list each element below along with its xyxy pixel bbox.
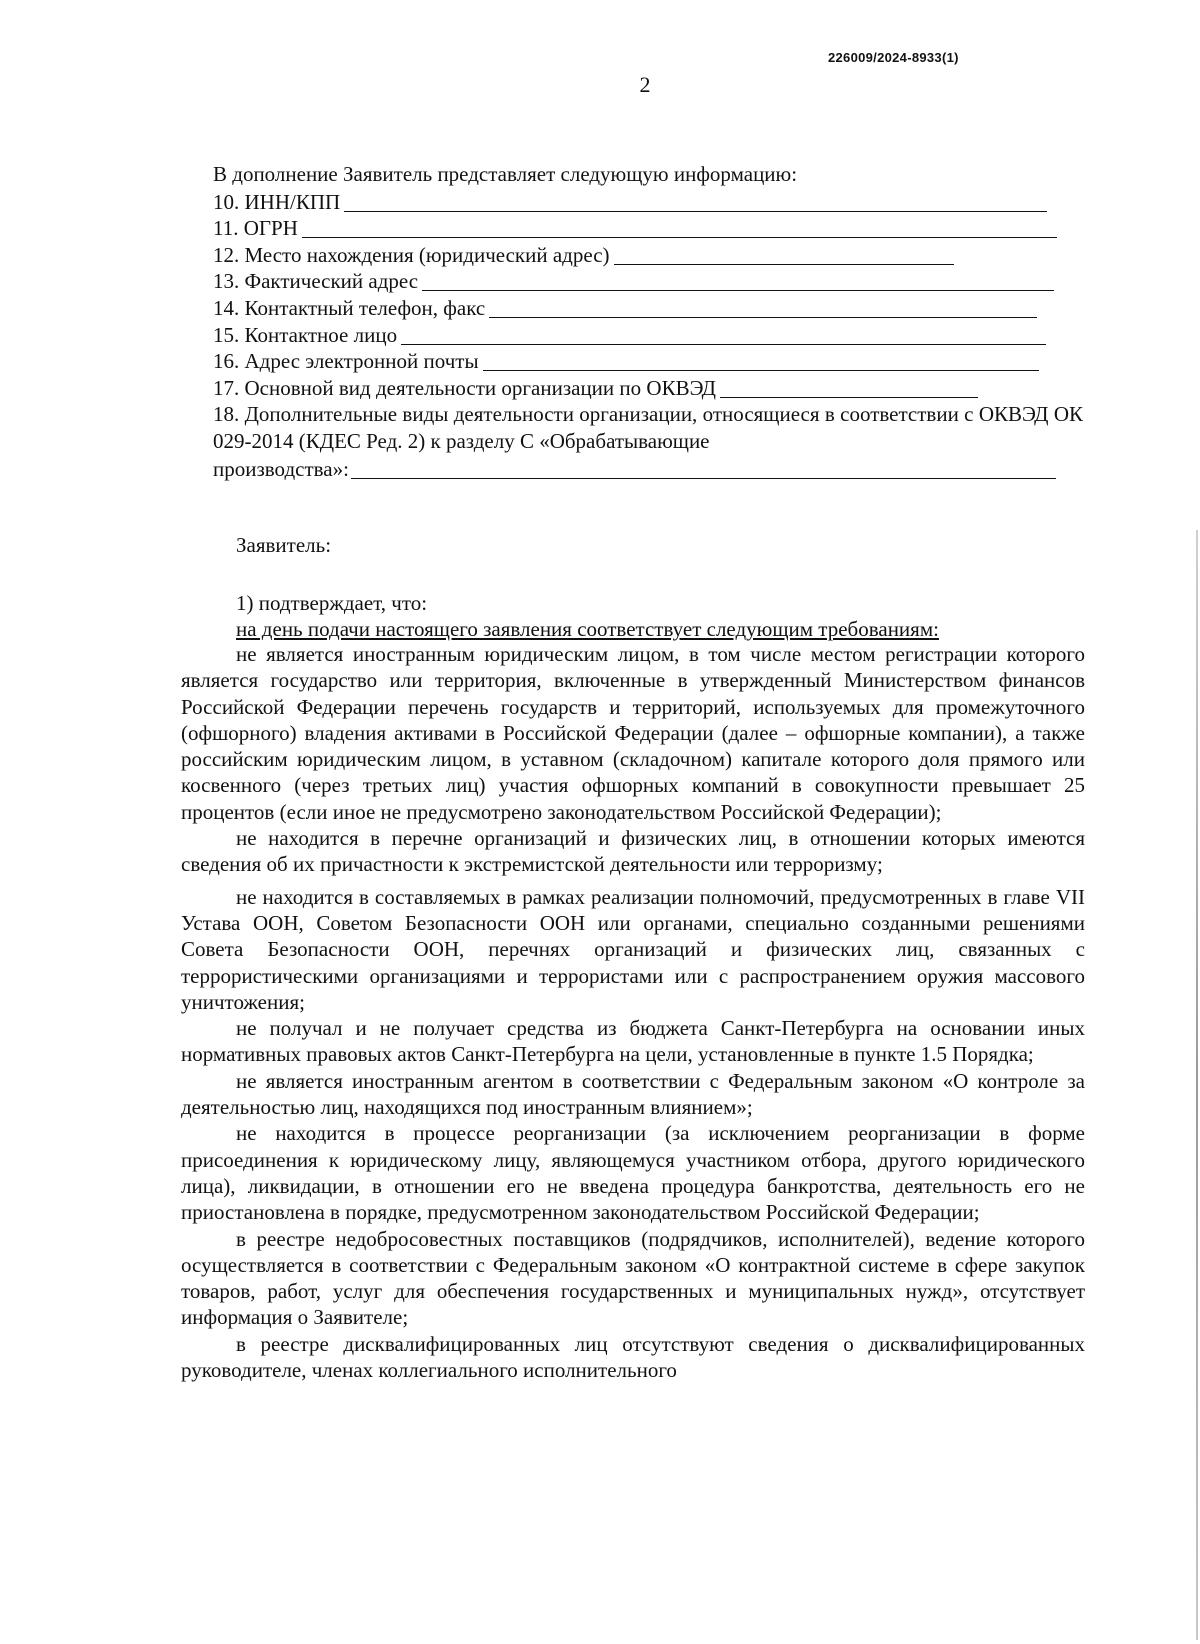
requirements-heading: на день подачи настоящего заявления соответствует следующим требованиям: xyxy=(236,617,939,641)
field-label: 12. Место нахождения (юридический адрес) xyxy=(213,242,610,267)
field-legal-address xyxy=(213,241,1083,268)
requirement-paragraph: не находится в перечне организаций и физических лиц, в отношении которых имеются сведения об их причастности к экстремистской деятельности или терроризму; xyxy=(181,826,1085,877)
field-okved-additional xyxy=(213,455,1083,482)
field-okved-additional-text: 18. Дополнительные виды деятельности организации, относящиеся в соответствии с ОКВЭД ОК 029-2014 (КДЕС Ред. 2) к разделу С «Обрабатывающие xyxy=(213,401,1083,453)
document-number: 226009/2024-8933(1) xyxy=(828,50,959,65)
field-label: 14. Контактный телефон, факс xyxy=(213,295,486,320)
fill-in-line[interactable] xyxy=(422,270,1054,291)
additional-info-intro: В дополнение Заявитель представляет следующую информацию: xyxy=(213,162,798,186)
field-phone-fax xyxy=(213,294,1083,321)
field-label: 16. Адрес электронной почты xyxy=(213,349,479,374)
field-ogrn xyxy=(213,215,1083,242)
requirement-paragraph: не является иностранным юридическим лицом, в том числе местом регистрации которого является государство или территория, включенные в утвержденный Министерством финансов Российской Федерации перечень государств и территорий, используемых для промежуточного (офшорного) владения активами в Российской Федерации (далее – офшорные компании), а также российским юридическим лицом, в уставном (складочном) капитале которого доля прямого или косвенного (через третьих лиц) участия офшорных компаний в совокупности превышает 25 процентов (если иное не предусмотрено законодательством Российской Федерации); xyxy=(181,642,1085,824)
requirements-list xyxy=(181,641,1085,1383)
field-label: 11. ОГРН xyxy=(213,216,298,241)
requirement-paragraph: не является иностранным агентом в соответствии с Федеральным законом «О контроле за деятельностью лиц, находящихся под иностранным влиянием»; xyxy=(181,1068,1085,1120)
field-label: 17. Основной вид деятельности организации по ОКВЭД xyxy=(213,375,717,400)
requirement-paragraph: не получал и не получает средства из бюджета Санкт-Петербурга на основании иных нормативных правовых актов Санкт-Петербурга на цели, установленные в пункте 1.5 Порядка; xyxy=(181,1016,1085,1067)
fill-in-line[interactable] xyxy=(483,350,1039,371)
field-label: 15. Контактное лицо xyxy=(213,322,398,347)
field-label: 13. Фактический адрес xyxy=(213,269,419,294)
field-contact-person xyxy=(213,321,1083,348)
field-inn-kpp xyxy=(213,188,1083,215)
additional-info-section xyxy=(213,160,1083,482)
field-actual-address xyxy=(213,268,1083,295)
requirement-paragraph: не находится в процессе реорганизации (за исключением реорганизации в форме присоединения к юридическому лицу, являющемуся участником отбора, другого юридического лица), ликвидации, в отношении его не введена процедура банкротства, деятельность его не приостановлена в порядке, предусмотренном законодательством Российской Федерации; xyxy=(181,1121,1085,1225)
fill-in-line[interactable] xyxy=(720,377,978,398)
scan-edge-artifact xyxy=(1196,530,1198,1640)
confirms-clause: 1) подтверждает, что: xyxy=(236,591,428,615)
applicant-heading: Заявитель: xyxy=(236,533,332,557)
fill-in-line[interactable] xyxy=(344,191,1047,212)
fill-in-line[interactable] xyxy=(302,217,1057,238)
fill-in-line[interactable] xyxy=(489,297,1037,318)
requirement-paragraph: в реестре дисквалифицированных лиц отсутствуют сведения о дисквалифицированных руководителе, членах коллегиального исполнительного xyxy=(181,1331,1085,1383)
fill-in-line[interactable] xyxy=(351,458,1056,479)
fill-in-line[interactable] xyxy=(614,244,954,265)
field-label: 10. ИНН/КПП xyxy=(213,189,341,214)
fill-in-line[interactable] xyxy=(401,324,1046,345)
requirement-paragraph: в реестре недобросовестных поставщиков (подрядчиков, исполнителей), ведение которого осуществляется в соответствии с Федеральным законом «О контрактной системе в сфере закупок товаров, работ, услуг для обеспечения государственных и муниципальных нужд», отсутствует информация о Заявителе; xyxy=(181,1226,1085,1330)
page-number: 2 xyxy=(639,72,651,97)
requirement-paragraph: не находится в составляемых в рамках реализации полномочий, предусмотренных в главе VII Устава ООН, Советом Безопасности ООН или органами, специально созданными решениями Совета Безопасности ООН, перечнях организаций и физических лиц, связанных с террористическими организациями и террористами или с распространением оружия массового уничтожения; xyxy=(181,884,1085,1014)
field-label: производства»: xyxy=(213,456,349,481)
field-okved-main xyxy=(213,374,1083,401)
field-email xyxy=(213,348,1083,375)
